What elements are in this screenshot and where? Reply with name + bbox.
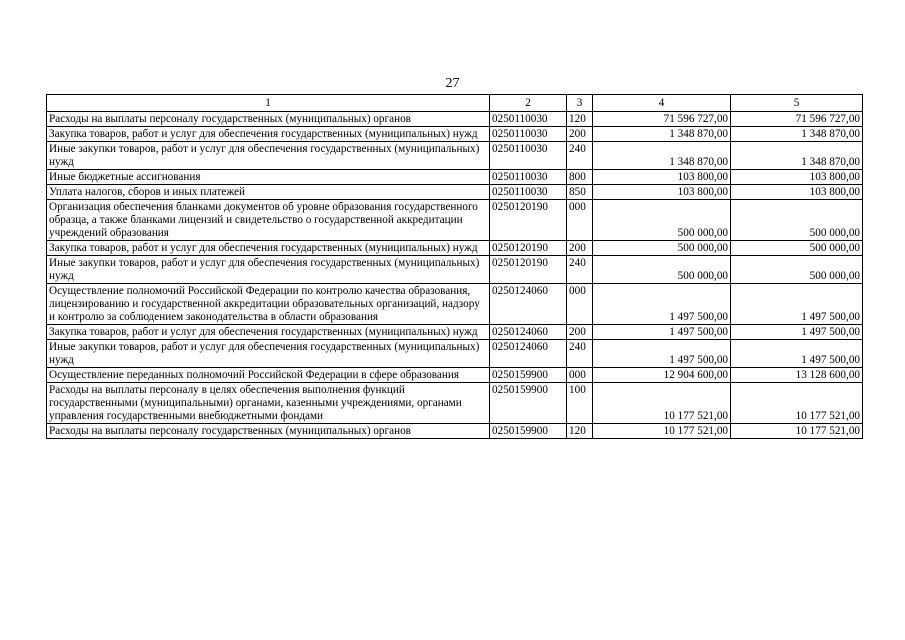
header-cell-5: 5 bbox=[731, 95, 863, 112]
amount-year-2-cell: 103 800,00 bbox=[731, 185, 863, 200]
amount-year-2-cell: 1 348 870,00 bbox=[731, 142, 863, 170]
target-article-cell: 0250110030 bbox=[490, 170, 567, 185]
table-row bbox=[47, 127, 863, 142]
amount-year-2-cell: 10 177 521,00 bbox=[731, 424, 863, 439]
amount-year-2-cell: 10 177 521,00 bbox=[731, 383, 863, 424]
table-row bbox=[47, 340, 863, 368]
expense-name-cell: Закупка товаров, работ и услуг для обеспечения государственных (муниципальных) нужд bbox=[47, 241, 490, 256]
table-header-row bbox=[47, 95, 863, 112]
expense-name-cell: Расходы на выплаты персоналу государственных (муниципальных) органов bbox=[47, 112, 490, 127]
amount-year-1-cell: 103 800,00 bbox=[593, 170, 731, 185]
target-article-cell: 0250159900 bbox=[490, 383, 567, 424]
amount-year-2-cell: 71 596 727,00 bbox=[731, 112, 863, 127]
target-article-cell: 0250120190 bbox=[490, 241, 567, 256]
expense-type-cell: 000 bbox=[567, 200, 593, 241]
target-article-cell: 0250110030 bbox=[490, 142, 567, 170]
expense-name-cell: Иные бюджетные ассигнования bbox=[47, 170, 490, 185]
target-article-cell: 0250124060 bbox=[490, 325, 567, 340]
amount-year-1-cell: 1 497 500,00 bbox=[593, 340, 731, 368]
expense-name-cell: Иные закупки товаров, работ и услуг для обеспечения государственных (муниципальных) нужд bbox=[47, 340, 490, 368]
table-row bbox=[47, 424, 863, 439]
table-row bbox=[47, 241, 863, 256]
header-cell-2: 2 bbox=[490, 95, 567, 112]
header-cell-3: 3 bbox=[567, 95, 593, 112]
amount-year-1-cell: 500 000,00 bbox=[593, 256, 731, 284]
amount-year-2-cell: 13 128 600,00 bbox=[731, 368, 863, 383]
table-row bbox=[47, 368, 863, 383]
target-article-cell: 0250120190 bbox=[490, 200, 567, 241]
table-row bbox=[47, 256, 863, 284]
table-row bbox=[47, 383, 863, 424]
expense-type-cell: 800 bbox=[567, 170, 593, 185]
expense-name-cell: Иные закупки товаров, работ и услуг для обеспечения государственных (муниципальных) нужд bbox=[47, 256, 490, 284]
amount-year-1-cell: 500 000,00 bbox=[593, 241, 731, 256]
amount-year-1-cell: 12 904 600,00 bbox=[593, 368, 731, 383]
amount-year-1-cell: 10 177 521,00 bbox=[593, 383, 731, 424]
target-article-cell: 0250124060 bbox=[490, 340, 567, 368]
table-row bbox=[47, 325, 863, 340]
amount-year-1-cell: 1 497 500,00 bbox=[593, 325, 731, 340]
table-row bbox=[47, 185, 863, 200]
target-article-cell: 0250110030 bbox=[490, 127, 567, 142]
expense-name-cell: Осуществление полномочий Российской Федерации по контролю качества образования, лицензированию и государственной аккредитации образовательных организаций, надзору и контролю за соблюдением законодательства в области образования bbox=[47, 284, 490, 325]
expense-name-cell: Осуществление переданных полномочий Российской Федерации в сфере образования bbox=[47, 368, 490, 383]
table-row bbox=[47, 112, 863, 127]
amount-year-2-cell: 500 000,00 bbox=[731, 200, 863, 241]
amount-year-2-cell: 1 348 870,00 bbox=[731, 127, 863, 142]
amount-year-2-cell: 500 000,00 bbox=[731, 241, 863, 256]
header-cell-1: 1 bbox=[47, 95, 490, 112]
amount-year-2-cell: 1 497 500,00 bbox=[731, 284, 863, 325]
expense-type-cell: 240 bbox=[567, 340, 593, 368]
amount-year-1-cell: 1 348 870,00 bbox=[593, 127, 731, 142]
expense-type-cell: 120 bbox=[567, 112, 593, 127]
expense-name-cell: Закупка товаров, работ и услуг для обеспечения государственных (муниципальных) нужд bbox=[47, 325, 490, 340]
expense-name-cell: Расходы на выплаты персоналу государственных (муниципальных) органов bbox=[47, 424, 490, 439]
expense-type-cell: 240 bbox=[567, 142, 593, 170]
header-cell-4: 4 bbox=[593, 95, 731, 112]
target-article-cell: 0250124060 bbox=[490, 284, 567, 325]
expense-type-cell: 120 bbox=[567, 424, 593, 439]
amount-year-1-cell: 1 348 870,00 bbox=[593, 142, 731, 170]
amount-year-2-cell: 1 497 500,00 bbox=[731, 340, 863, 368]
expense-type-cell: 850 bbox=[567, 185, 593, 200]
table-row bbox=[47, 142, 863, 170]
amount-year-1-cell: 10 177 521,00 bbox=[593, 424, 731, 439]
expense-type-cell: 100 bbox=[567, 383, 593, 424]
amount-year-1-cell: 71 596 727,00 bbox=[593, 112, 731, 127]
table-body bbox=[47, 95, 863, 439]
target-article-cell: 0250120190 bbox=[490, 256, 567, 284]
amount-year-2-cell: 500 000,00 bbox=[731, 256, 863, 284]
expense-name-cell: Организация обеспечения бланками документов об уровне образования государственного образца, а также бланками лицензий и свидетельство о государственной аккредитации учреждений образования bbox=[47, 200, 490, 241]
expense-type-cell: 200 bbox=[567, 127, 593, 142]
table-row bbox=[47, 284, 863, 325]
expense-type-cell: 200 bbox=[567, 241, 593, 256]
amount-year-2-cell: 1 497 500,00 bbox=[731, 325, 863, 340]
expense-type-cell: 000 bbox=[567, 284, 593, 325]
page-number: 27 bbox=[445, 76, 460, 91]
table-row bbox=[47, 200, 863, 241]
expense-type-cell: 240 bbox=[567, 256, 593, 284]
expense-name-cell: Уплата налогов, сборов и иных платежей bbox=[47, 185, 490, 200]
table-row bbox=[47, 170, 863, 185]
amount-year-1-cell: 1 497 500,00 bbox=[593, 284, 731, 325]
budget-table bbox=[46, 94, 863, 439]
expense-name-cell: Иные закупки товаров, работ и услуг для обеспечения государственных (муниципальных) нужд bbox=[47, 142, 490, 170]
amount-year-1-cell: 500 000,00 bbox=[593, 200, 731, 241]
expense-type-cell: 000 bbox=[567, 368, 593, 383]
expense-type-cell: 200 bbox=[567, 325, 593, 340]
expense-name-cell: Закупка товаров, работ и услуг для обеспечения государственных (муниципальных) нужд bbox=[47, 127, 490, 142]
expense-name-cell: Расходы на выплаты персоналу в целях обеспечения выполнения функций государственными (муниципальными) органами, казенными учреждениями, органами управления государственными внебюджетными фондами bbox=[47, 383, 490, 424]
amount-year-1-cell: 103 800,00 bbox=[593, 185, 731, 200]
amount-year-2-cell: 103 800,00 bbox=[731, 170, 863, 185]
target-article-cell: 0250159900 bbox=[490, 424, 567, 439]
target-article-cell: 0250159900 bbox=[490, 368, 567, 383]
target-article-cell: 0250110030 bbox=[490, 112, 567, 127]
target-article-cell: 0250110030 bbox=[490, 185, 567, 200]
